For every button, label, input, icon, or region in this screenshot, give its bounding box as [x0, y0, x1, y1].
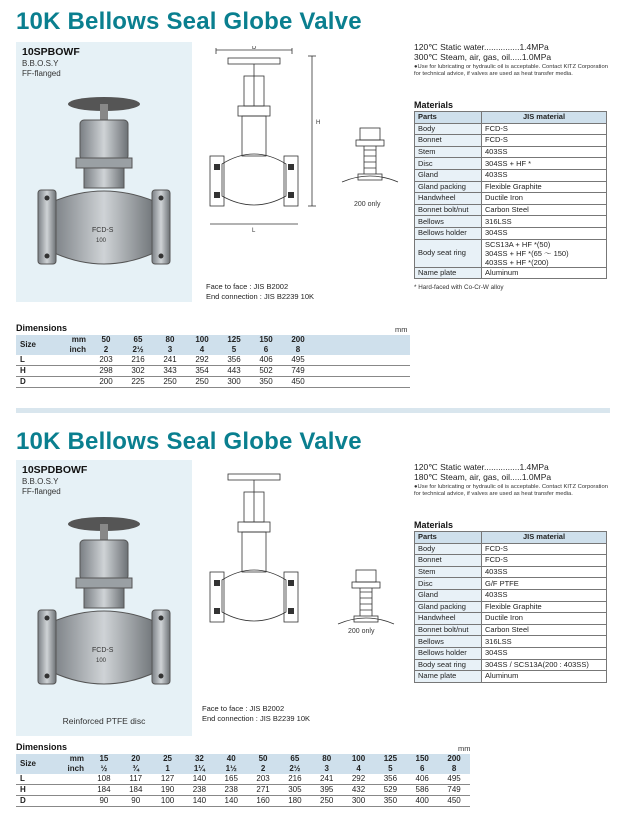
material-part: Bonnet bolt/nut — [415, 204, 482, 216]
material-part: Gland — [415, 169, 482, 181]
valve-cross-section-drawing — [202, 46, 332, 246]
seat-ring-line: 304SS + HF *(65 ～ 150) — [485, 248, 569, 258]
dim-mm-value: 150 — [250, 335, 282, 345]
material-part: Disc — [415, 158, 482, 170]
dim-row-label: L — [20, 774, 25, 783]
materials-row — [415, 647, 607, 659]
material-part: Bellows holder — [415, 227, 482, 239]
dim-header-inch-row — [16, 345, 410, 355]
dim-cell: 300 — [227, 377, 241, 386]
dim-inch-value: 3 — [154, 345, 186, 355]
material-part: Bonnet — [415, 135, 482, 147]
material-part: Stem — [415, 146, 482, 158]
dim-row — [16, 785, 470, 796]
dim-cell: 238 — [192, 785, 207, 794]
pressure-rating-2: 300℃ Steam, air, gas, oil.....1.0MPa — [414, 52, 552, 62]
material-value: 316LSS — [482, 636, 607, 648]
valve-body-mark: FCD-S — [92, 227, 114, 234]
dim-cell: 292 — [195, 355, 209, 364]
material-value: Aluminum — [482, 671, 607, 683]
dim-cell: 238 — [224, 785, 238, 794]
dim-cell: 302 — [131, 366, 145, 375]
dim-cell: 203 — [256, 774, 270, 783]
materials-footnote: * Hard-faced with Co-Cr-W alloy — [414, 284, 504, 291]
materials-table — [414, 531, 607, 683]
materials-row — [415, 239, 607, 267]
dim-cell: 450 — [291, 377, 305, 386]
material-value: 304SS / SCS13A(200 : 403SS) — [482, 659, 607, 671]
dim-inch-value: 1¼ — [183, 764, 215, 774]
dim-cell: 350 — [259, 377, 273, 386]
dimensions-title: Dimensions — [16, 742, 68, 752]
dim-inch-value: 2½ — [122, 345, 154, 355]
dim-cell: 271 — [256, 785, 270, 794]
dim-cell: 117 — [129, 774, 143, 783]
model-spec-line1: B.B.O.S.Y — [22, 59, 59, 68]
material-value: FCD-S — [482, 555, 607, 567]
pressure-rating-1: 120℃ Static water...............1.4MPa — [414, 42, 549, 52]
dim-cell: 495 — [291, 355, 305, 364]
material-value: 403SS — [482, 169, 607, 181]
material-part: Handwheel — [415, 193, 482, 205]
dim-mm-value: 150 — [406, 754, 438, 764]
dim-cell: 140 — [192, 774, 207, 783]
dim-size-label: Size — [16, 335, 46, 355]
dimensions-table — [16, 754, 470, 807]
dim-cell: 305 — [288, 785, 302, 794]
dim-cell: 250 — [320, 796, 334, 805]
materials-row — [415, 204, 607, 216]
materials-row — [415, 624, 607, 636]
dim-cell: 140 — [224, 796, 238, 805]
dim-mm-value: 125 — [218, 335, 250, 345]
dim-unit-mm: mm — [46, 335, 90, 345]
dim-header-inch-row — [16, 764, 470, 774]
dim-cell: 354 — [195, 366, 209, 375]
dim-row — [16, 796, 470, 807]
materials-header-jis: JIS material — [482, 112, 607, 124]
material-value: Ductile Iron — [482, 193, 607, 205]
materials-row — [415, 146, 607, 158]
dim-row — [16, 377, 410, 388]
material-value — [482, 239, 607, 267]
material-value: 403SS — [482, 566, 607, 578]
dim-cell: 241 — [163, 355, 177, 364]
dim-mm-value: 32 — [183, 754, 215, 764]
end-connection-spec: End connection : JIS B2239 10K — [206, 292, 314, 301]
dim-inch-value: 1 — [152, 764, 184, 774]
dim-pad — [314, 355, 410, 366]
material-value: 304SS — [482, 647, 607, 659]
dim-mm-value: 20 — [120, 754, 152, 764]
product-photo-panel — [16, 460, 192, 736]
materials-row — [415, 169, 607, 181]
dim-cell: 90 — [131, 796, 141, 805]
material-part: Name plate — [415, 671, 482, 683]
material-value: FCD-S — [482, 135, 607, 147]
material-part: Body seat ring — [415, 239, 482, 267]
materials-row — [415, 613, 607, 625]
material-value: Carbon Steel — [482, 624, 607, 636]
materials-row — [415, 659, 607, 671]
material-part: Bonnet bolt/nut — [415, 624, 482, 636]
dim-row-label: H — [20, 785, 26, 794]
valve-size-mark: 100 — [96, 238, 107, 244]
material-value: Carbon Steel — [482, 204, 607, 216]
dim-unit-inch: inch — [46, 345, 90, 355]
valve-size-mark: 100 — [96, 658, 107, 664]
materials-row — [415, 601, 607, 613]
dim-cell: 180 — [288, 796, 302, 805]
drawing-label-l: L — [252, 228, 256, 234]
materials-row — [415, 158, 607, 170]
dim-inch-value: 8 — [438, 764, 470, 774]
dim-mm-value: 40 — [215, 754, 247, 764]
face-to-face-spec: Face to face : JIS B2002 — [202, 704, 285, 713]
material-part: Body — [415, 123, 482, 135]
materials-row — [415, 671, 607, 683]
dim-row-label: D — [20, 377, 26, 386]
dim-cell: 395 — [320, 785, 334, 794]
dim-row — [16, 774, 470, 785]
dim-mm-value: 15 — [88, 754, 120, 764]
drawing-label-d: D — [252, 46, 257, 51]
dim-cell: 216 — [288, 774, 302, 783]
dim-cell: 450 — [447, 796, 461, 805]
dim-inch-value: 1½ — [215, 764, 247, 774]
dim-row — [16, 355, 410, 366]
materials-row — [415, 543, 607, 555]
dim-cell: 406 — [415, 774, 429, 783]
materials-row — [415, 216, 607, 228]
dim-header-mm-row — [16, 335, 410, 345]
material-value: Flexible Graphite — [482, 181, 607, 193]
dim-size-label: Size — [16, 754, 45, 774]
end-connection-spec: End connection : JIS B2239 10K — [202, 714, 310, 723]
materials-row — [415, 636, 607, 648]
valve-photo-icon — [34, 92, 174, 292]
dim-unit-inch: inch — [45, 764, 88, 774]
seat-ring-line: 403SS + HF *(200) — [485, 257, 549, 267]
materials-row — [415, 578, 607, 590]
dim-cell: 502 — [259, 366, 273, 375]
dim-mm-value: 65 — [279, 754, 311, 764]
dim-inch-value: 3 — [311, 764, 343, 774]
materials-header-parts: Parts — [415, 112, 482, 124]
section-divider — [16, 408, 610, 413]
dimensions-title: Dimensions — [16, 323, 68, 333]
materials-table — [414, 111, 607, 279]
seat-ring-line: SCS13A + HF *(50) — [485, 239, 551, 249]
material-value: Flexible Graphite — [482, 601, 607, 613]
material-value: 403SS — [482, 146, 607, 158]
section-title: 10K Bellows Seal Globe Valve — [16, 428, 362, 455]
material-part: Bellows holder — [415, 647, 482, 659]
model-spec-line1: B.B.O.S.Y — [22, 477, 59, 486]
dim-cell: 350 — [383, 796, 398, 805]
dim-cell: 443 — [227, 366, 241, 375]
photo-caption: Reinforced PTFE disc — [62, 716, 146, 726]
dim-cell: 300 — [351, 796, 366, 805]
dim-inch-value: 4 — [343, 764, 375, 774]
materials-row — [415, 555, 607, 567]
dim-mm-value: 65 — [122, 335, 154, 345]
material-value: FCD-S — [482, 123, 607, 135]
material-part: Handwheel — [415, 613, 482, 625]
dim-cell: 586 — [415, 785, 429, 794]
dim-cell: 356 — [227, 355, 241, 364]
dim-cell: 432 — [351, 785, 366, 794]
dim-cell: 298 — [99, 366, 113, 375]
dim-mm-value: 25 — [152, 754, 184, 764]
material-value: Aluminum — [482, 267, 607, 279]
dim-pad — [314, 345, 410, 355]
dim-cell: 250 — [195, 377, 209, 386]
pressure-rating-1: 120℃ Static water...............1.4MPa — [414, 462, 549, 472]
material-value: FCD-S — [482, 543, 607, 555]
dim-cell: 225 — [131, 377, 145, 386]
drawing-label-h: H — [316, 120, 321, 126]
dim-inch-value: ¾ — [120, 764, 152, 774]
dim-inch-value: 2 — [90, 345, 122, 355]
material-part: Bellows — [415, 636, 482, 648]
section-10spbowf — [0, 0, 626, 410]
dim-cell: 241 — [320, 774, 334, 783]
dim-cell: 160 — [256, 796, 270, 805]
dim-mm-value: 100 — [186, 335, 218, 345]
dim-mm-value: 50 — [90, 335, 122, 345]
dim-inch-value: ½ — [88, 764, 120, 774]
dim-cell: 495 — [447, 774, 461, 783]
model-number: 10SPDBOWF — [22, 464, 88, 476]
section-10spdbowf — [0, 418, 626, 832]
dim-row-label: L — [20, 355, 25, 364]
dim-mm-value: 50 — [247, 754, 279, 764]
pressure-note: ●Use for lubricating or hydraulic oil is acceptable. Contact KITZ Corporation for technical advice, if valves are used as heat transfer media. — [414, 64, 608, 77]
dim-mm-value: 80 — [311, 754, 343, 764]
pressure-rating-2: 180℃ Steam, air, gas, oil.....1.0MPa — [414, 472, 552, 482]
dim-cell: 108 — [97, 774, 111, 783]
valve-body-mark: FCD-S — [92, 647, 114, 654]
materials-header-parts: Parts — [415, 532, 482, 544]
dim-cell: 356 — [383, 774, 398, 783]
material-part: Gland packing — [415, 601, 482, 613]
dim-cell: 165 — [224, 774, 238, 783]
model-spec-line2: FF-flanged — [22, 487, 61, 496]
dim-cell: 406 — [259, 355, 273, 364]
dim-cell: 190 — [160, 785, 175, 794]
valve-photo-icon — [34, 512, 174, 712]
dim-cell: 749 — [447, 785, 461, 794]
dim-cell: 749 — [291, 366, 305, 375]
dim-cell: 140 — [192, 796, 207, 805]
dim-mm-value: 125 — [374, 754, 406, 764]
dim-mm-value: 200 — [438, 754, 470, 764]
dim-inch-value: 5 — [218, 345, 250, 355]
dim-inch-value: 8 — [282, 345, 314, 355]
dim-cell: 203 — [99, 355, 113, 364]
material-part: Bonnet — [415, 555, 482, 567]
material-part: Body — [415, 543, 482, 555]
dimensions-table — [16, 335, 410, 388]
dim-cell: 100 — [160, 796, 175, 805]
dim-cell: 343 — [163, 366, 177, 375]
detail-200-only-label: 200 only — [354, 201, 381, 208]
dimensions-unit: mm — [395, 325, 408, 334]
section-title: 10K Bellows Seal Globe Valve — [16, 8, 362, 35]
dim-cell: 400 — [415, 796, 429, 805]
materials-row — [415, 193, 607, 205]
dim-inch-value: 2 — [247, 764, 279, 774]
dim-inch-value: 2½ — [279, 764, 311, 774]
dim-inch-value: 4 — [186, 345, 218, 355]
material-value: G/F PTFE — [482, 578, 607, 590]
detail-200-only-drawing — [338, 126, 402, 196]
dim-inch-value: 6 — [250, 345, 282, 355]
material-part: Stem — [415, 566, 482, 578]
material-part: Disc — [415, 578, 482, 590]
dim-pad — [314, 335, 410, 345]
dim-cell: 529 — [383, 785, 398, 794]
dim-cell: 184 — [129, 785, 143, 794]
model-spec-line2: FF-flanged — [22, 69, 61, 78]
dim-pad — [314, 366, 410, 377]
material-value: 304SS — [482, 227, 607, 239]
dim-inch-value: 5 — [374, 764, 406, 774]
material-part: Bellows — [415, 216, 482, 228]
material-part: Gland packing — [415, 181, 482, 193]
product-photo-panel — [16, 42, 192, 302]
dim-cell: 216 — [131, 355, 145, 364]
material-value: 316LSS — [482, 216, 607, 228]
dim-row-label: D — [20, 796, 26, 805]
dim-row — [16, 366, 410, 377]
material-part: Gland — [415, 589, 482, 601]
dimensions-unit: mm — [458, 744, 471, 753]
dim-cell: 292 — [351, 774, 366, 783]
materials-header-jis: JIS material — [482, 532, 607, 544]
dim-cell: 184 — [97, 785, 111, 794]
dim-header-mm-row — [16, 754, 470, 764]
materials-row — [415, 566, 607, 578]
model-number: 10SPBOWF — [22, 46, 80, 58]
pressure-note: ●Use for lubricating or hydraulic oil is acceptable. Contact KITZ Corporation for technical advice, if valves are used as heat transfer media. — [414, 484, 608, 497]
valve-cross-section-drawing — [202, 462, 332, 662]
materials-row — [415, 267, 607, 279]
material-part: Name plate — [415, 267, 482, 279]
material-value: 304SS + HF * — [482, 158, 607, 170]
dim-inch-value: 6 — [406, 764, 438, 774]
materials-row — [415, 227, 607, 239]
materials-title: Materials — [414, 520, 454, 530]
dim-cell: 200 — [99, 377, 113, 386]
material-value: 403SS — [482, 589, 607, 601]
material-part: Body seat ring — [415, 659, 482, 671]
materials-row — [415, 589, 607, 601]
dim-mm-value: 200 — [282, 335, 314, 345]
detail-200-only-label: 200 only — [348, 628, 375, 635]
dim-unit-mm: mm — [45, 754, 88, 764]
dim-cell: 250 — [163, 377, 177, 386]
materials-title: Materials — [414, 100, 454, 110]
dim-mm-value: 100 — [343, 754, 375, 764]
dim-cell: 127 — [160, 774, 175, 783]
dim-pad — [314, 377, 410, 388]
materials-row — [415, 135, 607, 147]
material-value: Ductile Iron — [482, 613, 607, 625]
dim-cell: 90 — [99, 796, 109, 805]
dim-mm-value: 80 — [154, 335, 186, 345]
materials-row — [415, 123, 607, 135]
dim-row-label: H — [20, 366, 26, 375]
face-to-face-spec: Face to face : JIS B2002 — [206, 282, 289, 291]
materials-row — [415, 181, 607, 193]
